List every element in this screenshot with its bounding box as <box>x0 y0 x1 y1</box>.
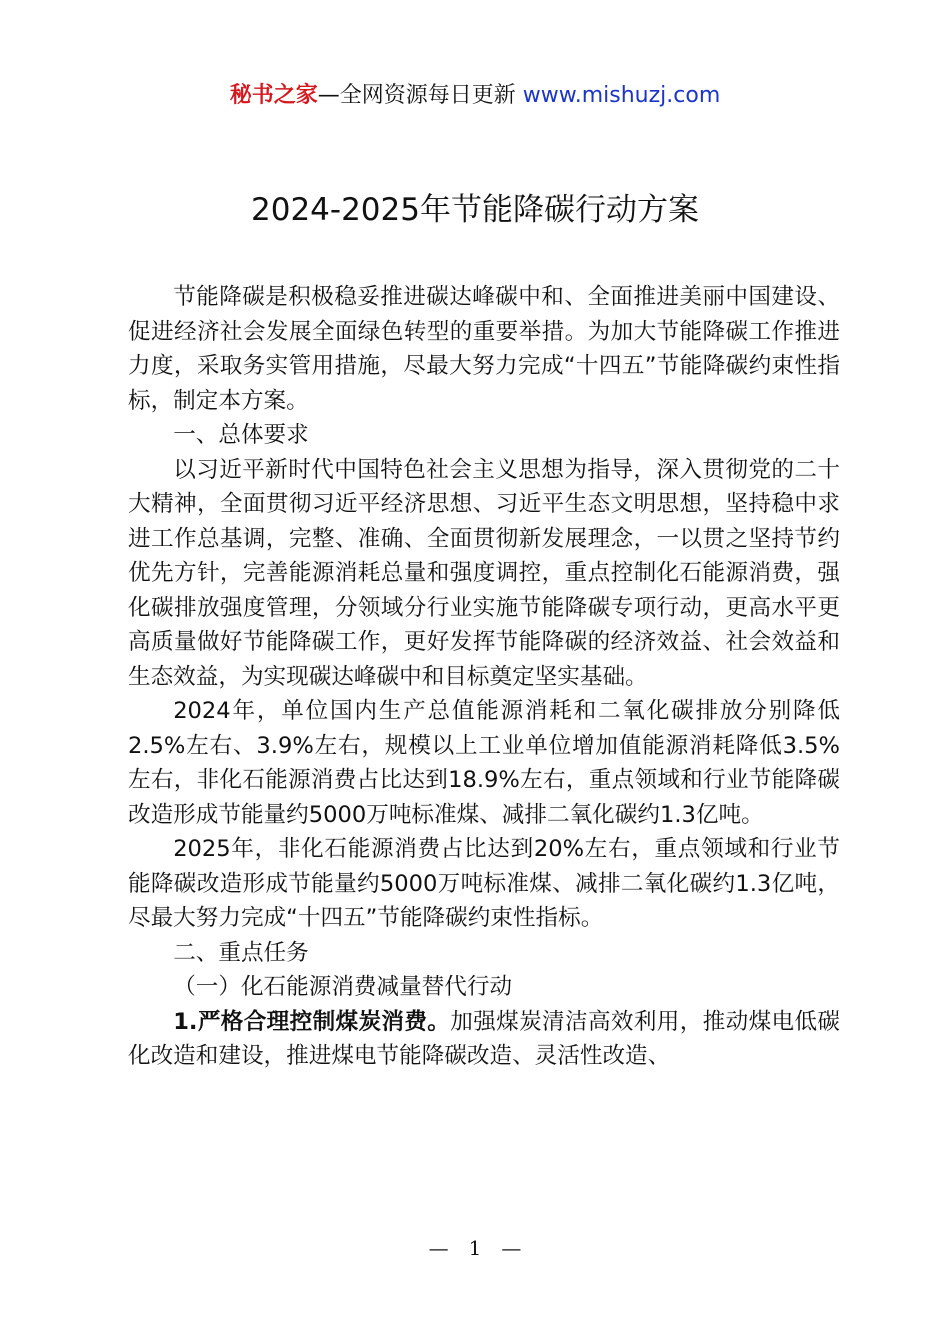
page-footer <box>0 1234 950 1262</box>
page-number: 1 <box>468 1236 482 1260</box>
brand-name: 秘书之家 <box>229 83 318 108</box>
document-body <box>128 280 840 1074</box>
page-dash-right: — <box>501 1236 522 1260</box>
coal-control-lead: 1.严格合理控制煤炭消费。 <box>173 1008 451 1035</box>
site-header <box>0 80 950 112</box>
subsection-heading-fossil-energy: （一）化石能源消费减量替代行动 <box>173 974 513 1000</box>
intro-paragraph: 节能降碳是积极稳妥推进碳达峰碳中和、全面推进美丽中国建设、促进经济社会发展全面绿色转型的重要举措。为加大节能降碳工作推进力度，采取务实管用措施，尽最大努力完成“十四五”节能降碳约束性指标，制定本方案。 <box>128 284 840 414</box>
section-heading-general-requirements: 一、总体要求 <box>173 422 309 448</box>
header-tagline: —全网资源每日更新 <box>317 83 516 108</box>
coal-control-paragraph <box>128 1005 840 1074</box>
guiding-principles-paragraph: 以习近平新时代中国特色社会主义思想为指导，深入贯彻党的二十大精神，全面贯彻习近平经济思想、习近平生态文明思想，坚持稳中求进工作总基调，完整、准确、全面贯彻新发展理念，一以贯之坚持节约优先方针，完善能源消耗总量和强度调控，重点控制化石能源消费，强化碳排放强度管理，分领域分行业实施节能降碳专项行动，更高水平更高质量做好节能降碳工作，更好发挥节能降碳的经济效益、社会效益和生态效益，为实现碳达峰碳中和目标奠定坚实基础。 <box>128 456 840 690</box>
site-url-link[interactable]: www.mishuzj.com <box>522 83 721 108</box>
targets-2025-paragraph: 2025年，非化石能源消费占比达到20%左右，重点领域和行业节能降碳改造形成节能量约5000万吨标准煤、减排二氧化碳约1.3亿吨，尽最大努力完成“十四五”节能降碳约束性指标。 <box>128 836 840 931</box>
page-dash-left: — <box>428 1236 449 1260</box>
document-title: 2024-2025年节能降碳行动方案 <box>251 192 699 228</box>
targets-2024-paragraph: 2024年，单位国内生产总值能源消耗和二氧化碳排放分别降低2.5%左右、3.9%左右，规模以上工业单位增加值能源消耗降低3.5%左右，非化石能源消费占比达到18.9%左右，重点领域和行业节能降碳改造形成节能量约5000万吨标准煤、减排二氧化碳约1.3亿吨。 <box>128 698 840 828</box>
coal-control-text: 加强煤炭清洁高效利用，推动煤电低碳化改造和建设，推进煤电节能降碳改造、灵活性改造、 <box>128 1008 841 1069</box>
section-heading-key-tasks: 二、重点任务 <box>173 939 309 966</box>
